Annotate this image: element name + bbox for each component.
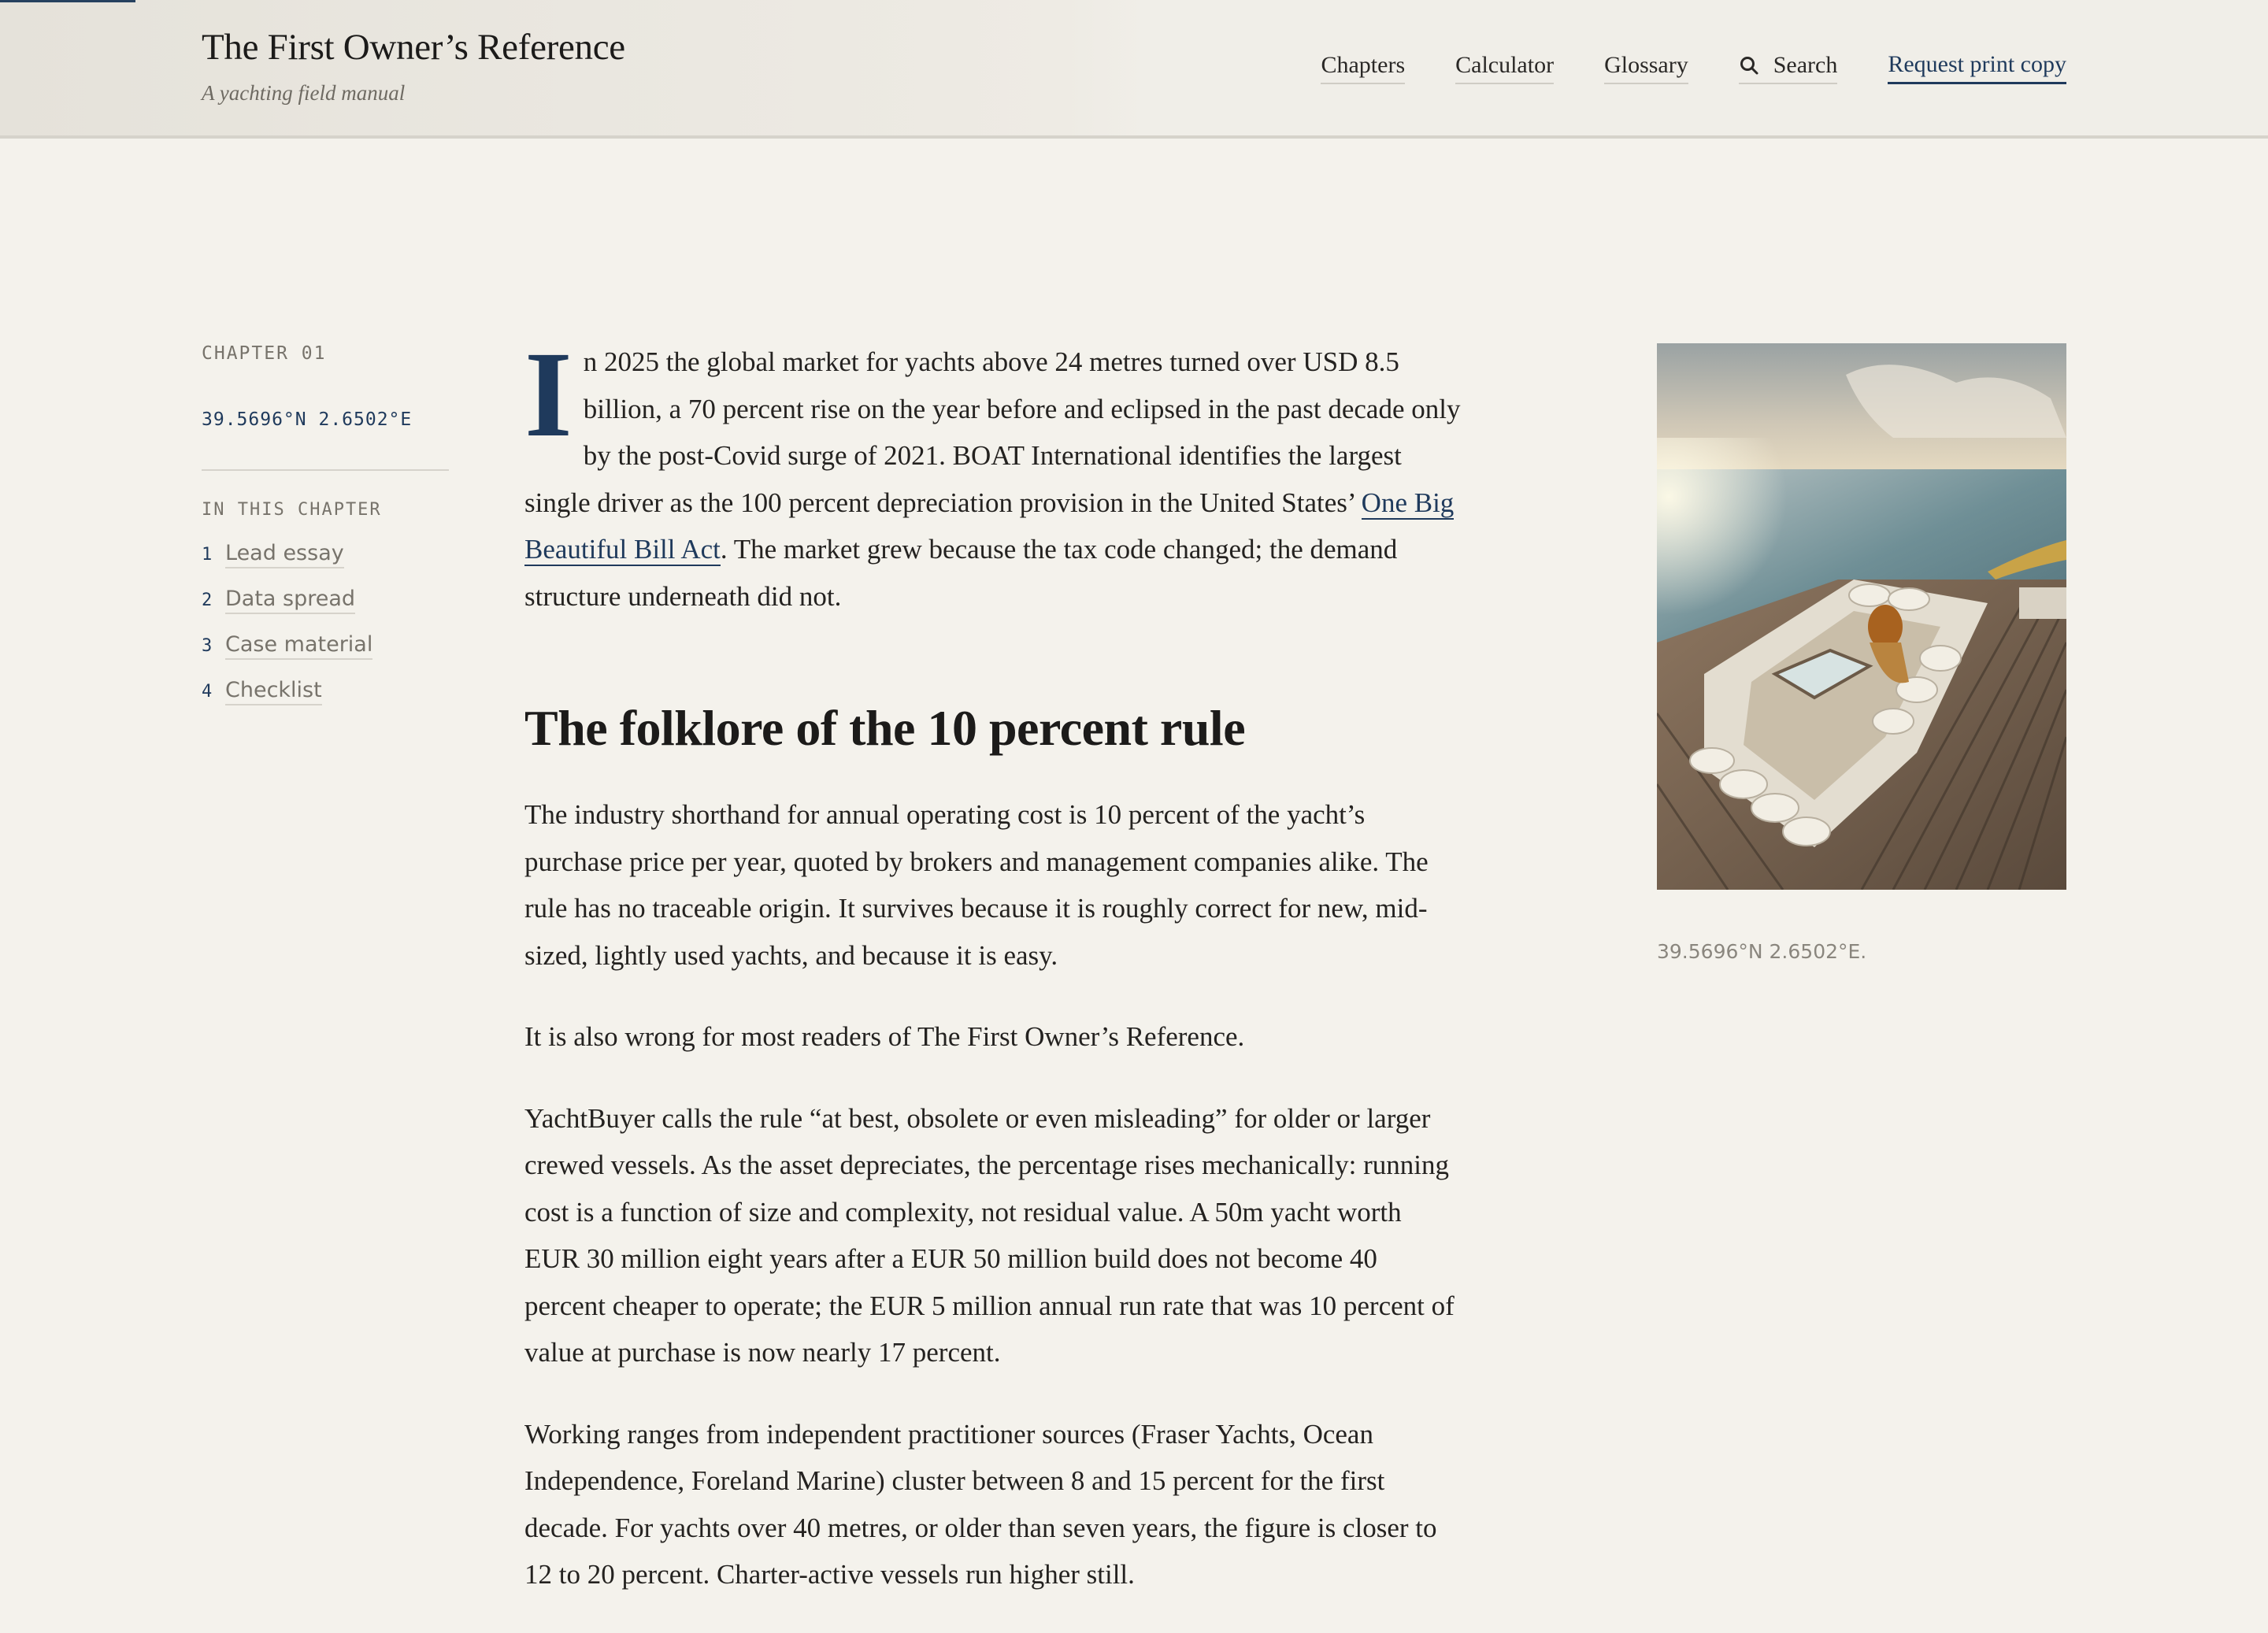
nav-chapters[interactable]: Chapters bbox=[1321, 50, 1405, 84]
body-paragraph: YachtBuyer calls the rule “at best, obsolete or even misleading” for older or larger crewed vessels. As the asset depreciates, the percentage rises mechanically: running cost is a function of size and complexity, not residual value. A 50m yacht worth EUR 30 million eight years after a EUR 50 million build does not become 40 percent cheaper to operate; the EUR 5 million annual run rate that was 10 percent of value at purchase is now nearly 17 percent. bbox=[524, 1102, 1455, 1368]
toc-item-checklist[interactable] bbox=[202, 677, 449, 723]
section-heading: The folklore of the 10 percent rule bbox=[524, 700, 1246, 756]
nav-glossary[interactable]: Glossary bbox=[1604, 50, 1688, 84]
obbba-link[interactable]: One Big Beautiful Bill Act bbox=[524, 487, 1455, 565]
toc-link[interactable]: Data spread bbox=[225, 586, 355, 614]
chapter-label: CHAPTER 01 bbox=[202, 343, 327, 364]
search-icon bbox=[1739, 55, 1759, 76]
brand[interactable] bbox=[202, 24, 625, 107]
toc-item-lead-essay[interactable] bbox=[202, 540, 449, 586]
toc-item-data-spread[interactable] bbox=[202, 586, 449, 631]
header-accent-bar bbox=[0, 0, 135, 2]
toc-number: 3 bbox=[202, 636, 213, 656]
lead-article bbox=[524, 326, 1462, 1633]
sidebar-divider bbox=[202, 469, 449, 471]
body-paragraph: It is also wrong for most readers of The First Owner’s Reference. bbox=[524, 1021, 1245, 1052]
chapter-sidebar bbox=[202, 340, 449, 723]
lead-text-start: n 2025 the global market for yachts above 24 metres turned over USD 8.5 billion, a 70 percent rise on the year before and eclipsed in the past decade only by the post-Covid surge of 2021. BOAT International identifies the largest single driver as the 100 percent depreciation provision in the United States’ bbox=[524, 346, 1461, 518]
toc-number: 2 bbox=[202, 591, 213, 610]
site-title[interactable]: The First Owner’s Reference bbox=[202, 27, 625, 68]
toc-number: 1 bbox=[202, 545, 213, 565]
nav-search-label: Search bbox=[1773, 51, 1838, 78]
nav-calculator[interactable]: Calculator bbox=[1455, 50, 1554, 84]
nav-search[interactable] bbox=[1739, 50, 1838, 84]
main-nav bbox=[1270, 49, 2066, 84]
chapter-coordinates: 39.5696°N 2.6502°E bbox=[202, 409, 413, 430]
site-header bbox=[0, 0, 2268, 139]
toc-link[interactable]: Case material bbox=[225, 631, 372, 660]
body-paragraph: Working ranges from independent practitioner sources (Fraser Yachts, Ocean Independence, Foreland Marine) cluster between 8 and 15 percent for the first decade. For yachts over 40 metres, or older than seven years, the figure is closer to 12 to 20 percent. Charter-active vessels run higher still. bbox=[524, 1418, 1437, 1590]
toc-link[interactable]: Lead essay bbox=[225, 540, 344, 568]
lead-text-end: . The market grew because the tax code changed; the demand structure underneath did not. bbox=[524, 534, 1398, 612]
toc-heading: IN THIS CHAPTER bbox=[202, 500, 382, 520]
toc-number: 4 bbox=[202, 682, 213, 702]
body-paragraph: The industry shorthand for annual operating cost is 10 percent of the yacht’s purchase price per year, quoted by brokers and management companies alike. The rule has no traceable origin. It survives because it is roughly correct for new, mid-sized, lightly used yachts, and because it is easy. bbox=[524, 799, 1429, 971]
request-print-copy-link[interactable]: Request print copy bbox=[1888, 49, 2066, 84]
chapter-figure bbox=[1657, 343, 2066, 965]
yacht-deck-photo[interactable] bbox=[1657, 343, 2066, 890]
site-tagline: A yachting field manual bbox=[202, 81, 406, 105]
toc-item-case-material[interactable] bbox=[202, 631, 449, 677]
drop-cap: I bbox=[524, 326, 573, 462]
figure-caption: 39.5696°N 2.6502°E. bbox=[1657, 940, 1867, 963]
lead-paragraph bbox=[524, 326, 1462, 620]
toc-list bbox=[202, 540, 449, 723]
toc-link[interactable]: Checklist bbox=[225, 677, 322, 705]
